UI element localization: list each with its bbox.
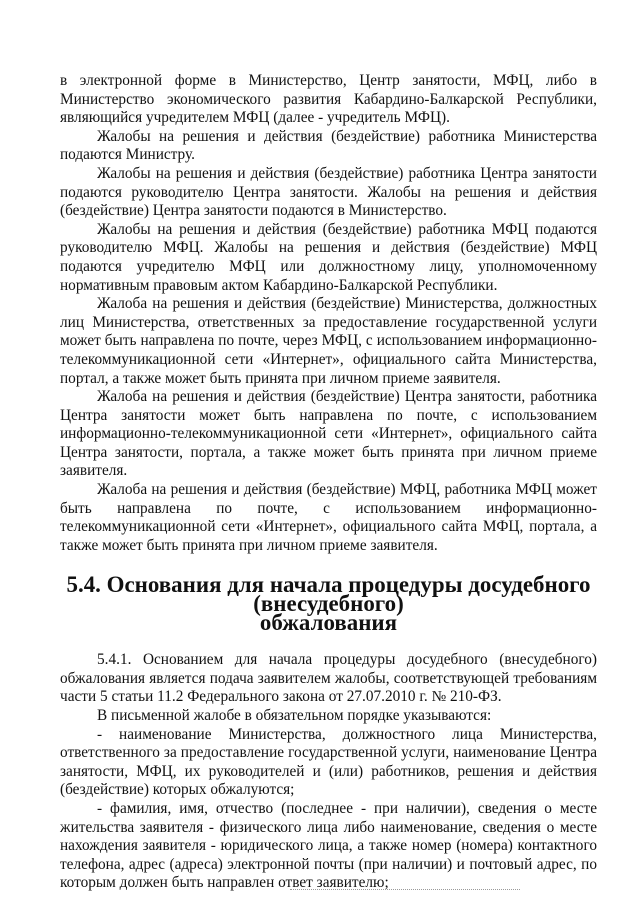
list-item-applicant-details: - фамилия, имя, отчество (последнее - при наличии), сведения о месте жительства заявителя - физического лица либо наименование, сведения о месте нахождения заявителя - юридического лица, а также номер (номера) контактного телефона, адрес (адреса) электронной почты (при наличии) и почтовый адрес, по которым должен быть направлен ответ заявителю;	[60, 799, 597, 892]
paragraph-ministry-complaints: Жалобы на решения и действия (бездействие) работника Министерства подаются Министру.	[60, 127, 597, 164]
paragraph-continuation: в электронной форме в Министерство, Центр занятости, МФЦ, либо в Министерство экономического развития Кабардино-Балкарской Республики, являющийся учредителем МФЦ (далее - учредитель МФЦ).	[60, 72, 597, 127]
section-heading	[60, 572, 597, 635]
paragraph-ministry-submission: Жалоба на решения и действия (бездействие) Министерства, должностных лиц Министерства, ответственных за предоставление государственной услуги может быть направлена по почте, через МФЦ, с использованием информационно-телекоммуникационной сети «Интернет», официального сайта Министерства, портал, а также может быть принята при личном приеме заявителя.	[60, 295, 597, 387]
paragraph-required-items-intro: В письменной жалобе в обязательном порядке указываются:	[97, 707, 492, 724]
paragraph-mfc-complaints: Жалобы на решения и действия (бездействие) работника МФЦ подаются руководителю МФЦ. Жалобы на решения и действия (бездействие) МФЦ подаются учредителю МФЦ или должностному лицу, уполномоченному нормативным правовым актом Кабардино-Балкарской Республики.	[60, 220, 597, 294]
section-heading-line1: 5.4. Основания для начала процедуры досудебного (внесудебного)	[66, 572, 591, 617]
paragraph-5-4-1: 5.4.1. Основанием для начала процедуры досудебного (внесудебного) обжалования является подача заявителем жалобы, соответствующей требованиям части 5 статьи 11.2 Федерального закона от 27.07.2010 г. № 210-ФЗ.	[60, 651, 597, 706]
paragraph-mfc-submission: Жалоба на решения и действия (бездействие) МФЦ, работника МФЦ может быть направлена по почте, с использованием информационно-телекоммуникационной сети «Интернет», официального сайта МФЦ, портала, а также может быть принята при личном приеме заявителя.	[60, 481, 597, 554]
paragraph-employment-center-submission: Жалоба на решения и действия (бездействие) Центра занятости, работника Центра занятости может быть направлена по почте, с использованием информационно-телекоммуникационной сети «Интернет», официального сайта Центра занятости, портала, а также может быть принята при личном приеме заявителя.	[60, 388, 597, 480]
scan-footer-mark	[290, 889, 520, 890]
paragraph-employment-center-complaints: Жалобы на решения и действия (бездействие) работника Центра занятости подаются руководителю Центра занятости. Жалобы на решения и действия (бездействие) Центра занятости подаются в Министерство.	[60, 164, 597, 220]
list-item-names: - наименование Министерства, должностного лица Министерства, ответственного за предоставление государственной услуги, наименование Центра занятости, МФЦ, их руководителей и (или) работников, решения и действия (бездействие) которых обжалуются;	[60, 725, 597, 799]
section-heading-line2: обжалования	[259, 609, 398, 635]
document-page	[60, 72, 597, 893]
